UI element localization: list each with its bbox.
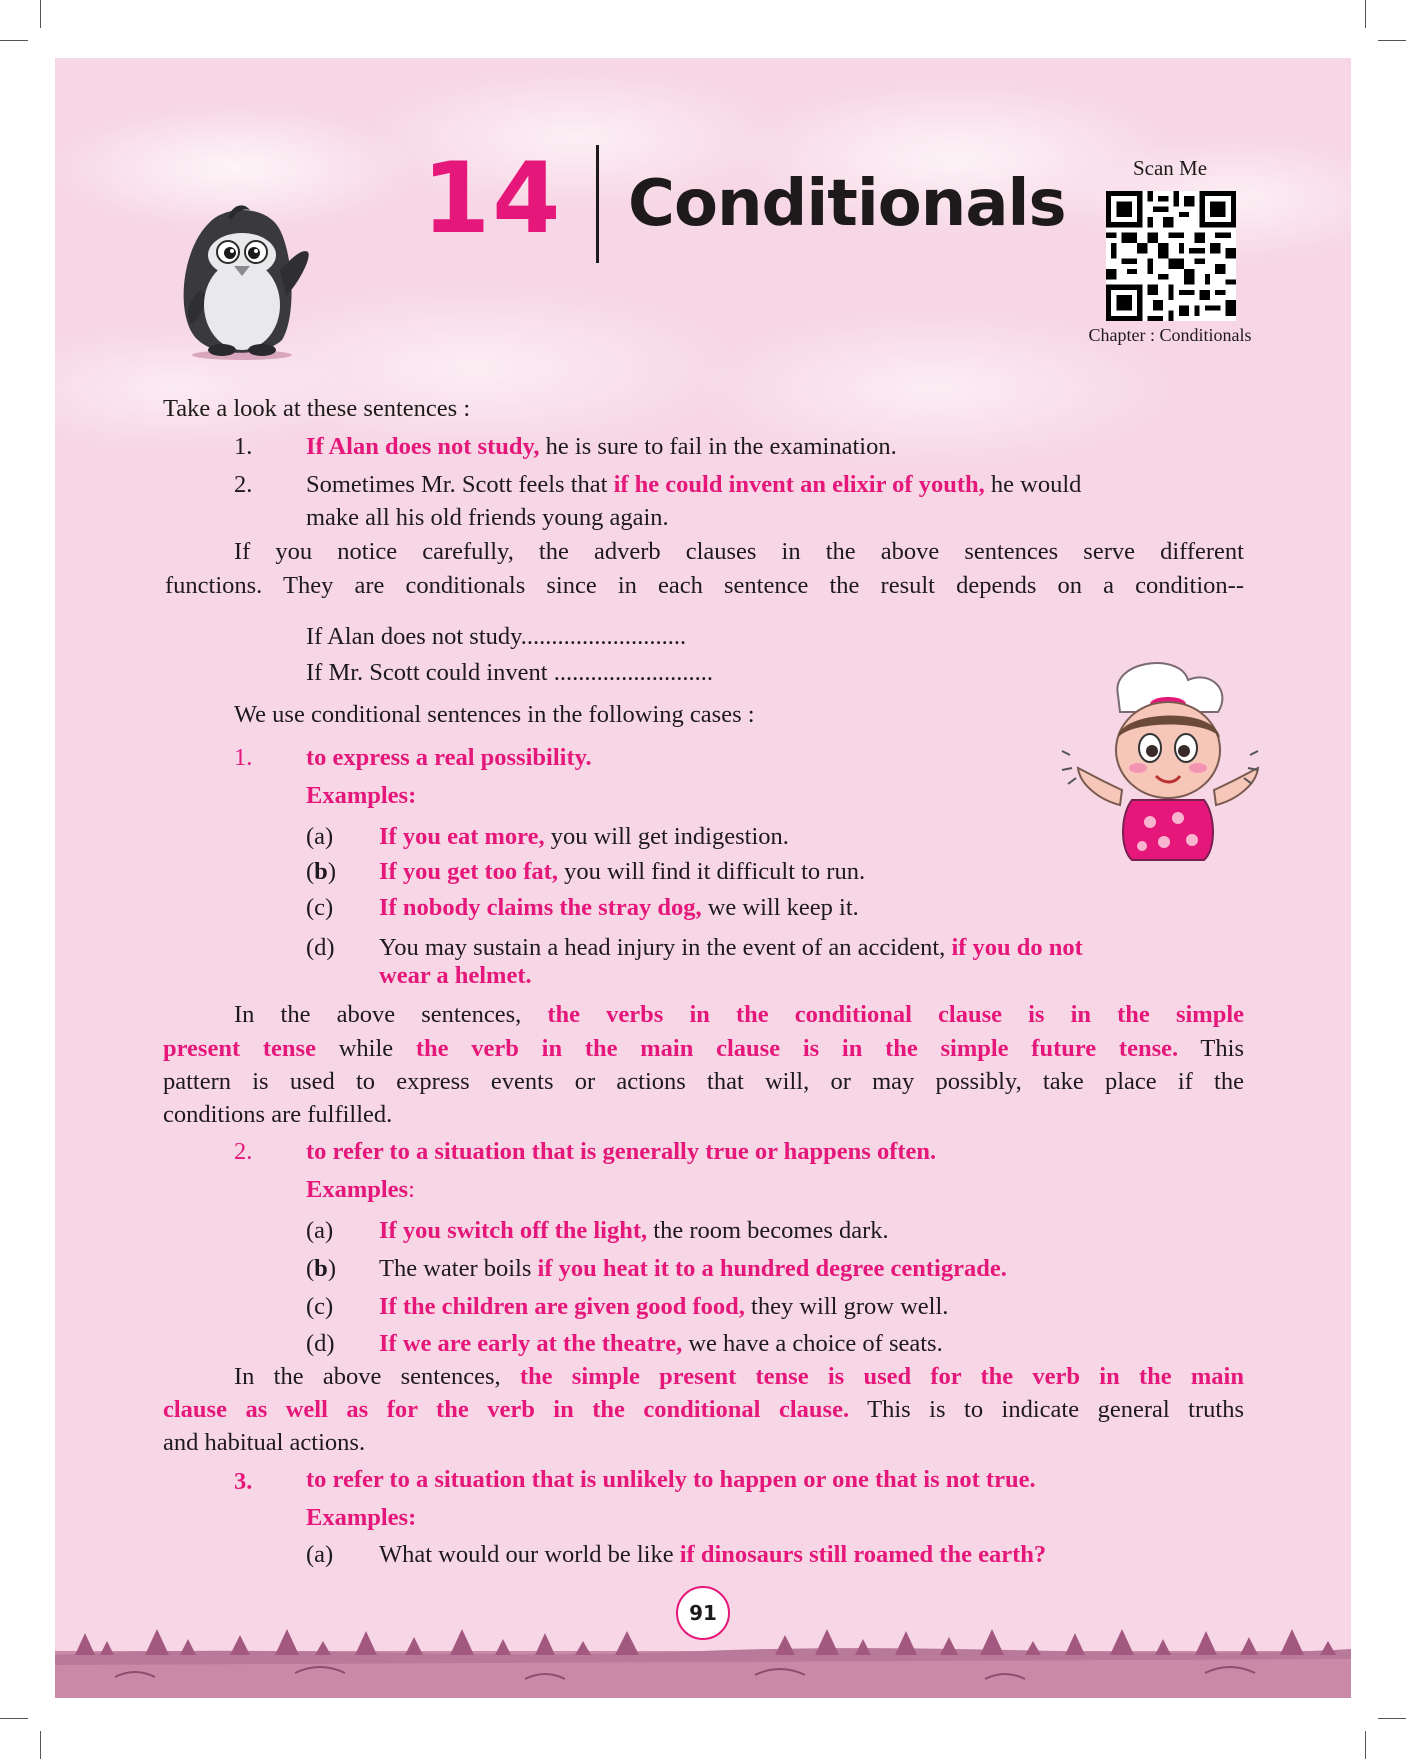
sentence-2-number: 2. xyxy=(234,471,253,498)
case-2-example-c xyxy=(379,1292,948,1322)
cases-lead: We use conditional sentences in the following cases : xyxy=(234,701,755,728)
case-3-number: 3. xyxy=(234,1468,253,1495)
case-1-d-highlight: if you do not xyxy=(951,934,1083,961)
case-2-exp-pre: In the above sentences, xyxy=(234,1363,520,1390)
case-1-exp-mid: while xyxy=(315,1035,416,1062)
case-1-b-label xyxy=(306,857,336,887)
case-2-example-a xyxy=(379,1216,889,1246)
case-1-a-rest: you will get indigestion. xyxy=(544,823,789,850)
case-2-example-d xyxy=(379,1329,943,1359)
case-1-b-highlight: If you get too fat, xyxy=(379,858,558,885)
sentence-1-rest: he is sure to fail in the examination. xyxy=(539,433,897,460)
sentence-1-number: 1. xyxy=(234,433,253,460)
penguin-mascot-icon xyxy=(170,200,315,360)
case-1-heading: to express a real possibility. xyxy=(306,744,592,771)
case-3-a-label: (a) xyxy=(306,1541,334,1568)
case-2-exp-post: This is to indicate general truths xyxy=(849,1396,1244,1423)
sentence-1-highlight: If Alan does not study, xyxy=(306,433,540,460)
case-3-examples-label: Examples: xyxy=(306,1504,417,1531)
qr-code-icon[interactable] xyxy=(1106,191,1236,321)
case-1-exp-post: This xyxy=(1178,1035,1244,1062)
case-2-b-label-letter: b xyxy=(314,1255,328,1282)
crop-mark xyxy=(0,1718,28,1719)
case-1-explanation-line-1 xyxy=(234,1000,1244,1030)
case-3-a-highlight: if dinosaurs still roamed the earth? xyxy=(679,1541,1047,1568)
case-1-explanation-line-4: conditions are fulfilled. xyxy=(163,1101,393,1128)
case-2-heading: to refer to a situation that is generally true or happens often. xyxy=(306,1138,937,1165)
case-2-example-b xyxy=(379,1254,1007,1284)
case-3-example-a xyxy=(379,1540,1046,1570)
case-1-d-pre: You may sustain a head injury in the event of an accident, xyxy=(379,934,952,961)
case-1-b-label-open: ( xyxy=(306,858,315,885)
sentence-2-pre: Sometimes Mr. Scott feels that xyxy=(306,471,614,498)
case-1-exp-highlight: the verbs in the conditional clause is in the simple xyxy=(547,1001,1244,1028)
case-1-d-label: (d) xyxy=(306,934,335,961)
chapter-title: Conditionals xyxy=(628,167,1066,241)
case-1-example-d-line-1 xyxy=(379,933,1083,963)
condition-example-2: If Mr. Scott could invent .......................... xyxy=(306,659,713,686)
case-1-explanation-line-3: pattern is used to express events or actions that will, or may possibly, take place if the xyxy=(163,1068,1244,1095)
case-2-c-rest: they will grow well. xyxy=(744,1293,949,1320)
case-2-c-label: (c) xyxy=(306,1293,334,1320)
crop-mark xyxy=(1378,1718,1406,1719)
sentence-2-line-2: make all his old friends young again. xyxy=(306,504,669,531)
case-1-b-label-letter: b xyxy=(314,858,328,885)
case-2-b-label-open: ( xyxy=(306,1255,315,1282)
condition-example-1: If Alan does not study........................... xyxy=(306,623,687,650)
qr-caption: Chapter : Conditionals xyxy=(1088,325,1252,345)
case-2-explanation-line-2 xyxy=(163,1395,1244,1425)
case-1-exp-highlight-3: the verb in the main clause is in the simple future tense. xyxy=(415,1035,1179,1062)
sentence-2-line-1 xyxy=(306,470,1081,500)
case-1-c-label: (c) xyxy=(306,894,334,921)
case-1-a-label: (a) xyxy=(306,823,334,850)
case-2-a-rest: the room becomes dark. xyxy=(647,1217,889,1244)
case-1-a-highlight: If you eat more, xyxy=(379,823,545,850)
case-2-a-label: (a) xyxy=(306,1217,334,1244)
case-2-examples-label xyxy=(306,1175,415,1205)
case-2-number: 2. xyxy=(234,1138,253,1165)
case-2-b-label xyxy=(306,1254,336,1284)
case-2-d-rest: we have a choice of seats. xyxy=(682,1330,943,1357)
case-1-explanation-line-2 xyxy=(163,1034,1244,1064)
case-2-d-highlight: If we are early at the theatre, xyxy=(379,1330,683,1357)
case-1-c-rest: we will keep it. xyxy=(701,894,859,921)
intro-lead: Take a look at these sentences : xyxy=(163,395,471,422)
case-1-c-highlight: If nobody claims the stray dog, xyxy=(379,894,702,921)
crop-mark xyxy=(1365,1731,1366,1759)
case-2-d-label: (d) xyxy=(306,1330,335,1357)
case-3-a-pre: What would our world be like xyxy=(379,1541,680,1568)
crop-mark xyxy=(0,40,28,41)
scan-me-label: Scan Me xyxy=(1132,156,1208,180)
crop-mark xyxy=(40,1731,41,1759)
sentence-2-post: he would xyxy=(984,471,1082,498)
sentence-1 xyxy=(306,432,897,462)
case-1-number: 1. xyxy=(234,744,253,771)
case-1-exp-highlight-2: present tense xyxy=(163,1035,316,1062)
case-1-example-c xyxy=(379,893,859,923)
case-2-b-pre: The water boils xyxy=(379,1255,538,1282)
case-2-exp-highlight: the simple present tense is used for the verb in the main xyxy=(519,1363,1244,1390)
case-2-examples-colon: : xyxy=(408,1176,415,1203)
case-1-example-d-line-2: wear a helmet. xyxy=(379,962,532,989)
crop-mark xyxy=(1365,0,1366,28)
case-2-a-highlight: If you switch off the light, xyxy=(379,1217,648,1244)
case-3-heading: to refer to a situation that is unlikely to happen or one that is not true. xyxy=(306,1466,1036,1493)
case-1-b-rest: you will find it difficult to run. xyxy=(557,858,866,885)
case-1-example-b xyxy=(379,857,865,887)
case-2-exp-highlight-2: clause as well as for the verb in the conditional clause. xyxy=(163,1396,850,1423)
intro-paragraph-line-2: functions. They are conditionals since in each sentence the result depends on a condition-- xyxy=(165,572,1244,599)
case-1-b-label-close: ) xyxy=(327,858,336,885)
case-2-c-highlight: If the children are given good food, xyxy=(379,1293,745,1320)
crop-mark xyxy=(1378,40,1406,41)
case-1-example-a xyxy=(379,822,789,852)
case-1-examples-label: Examples: xyxy=(306,782,417,809)
case-1-exp-pre: In the above sentences, xyxy=(234,1001,548,1028)
chapter-number: 14 xyxy=(422,142,563,256)
crop-mark xyxy=(40,0,41,28)
chapter-divider xyxy=(596,145,599,263)
page-number: 91 xyxy=(676,1586,730,1640)
case-2-examples-word: Examples xyxy=(306,1176,409,1203)
case-2-explanation-line-1 xyxy=(234,1362,1244,1392)
sentence-2-highlight: if he could invent an elixir of youth, xyxy=(613,471,985,498)
case-2-b-label-close: ) xyxy=(327,1255,336,1282)
girl-cartoon-icon xyxy=(1060,650,1260,865)
case-2-b-highlight: if you heat it to a hundred degree centigrade. xyxy=(537,1255,1007,1282)
case-2-explanation-line-3: and habitual actions. xyxy=(163,1429,366,1456)
intro-paragraph-line-1: If you notice carefully, the adverb clauses in the above sentences serve different xyxy=(234,538,1244,565)
